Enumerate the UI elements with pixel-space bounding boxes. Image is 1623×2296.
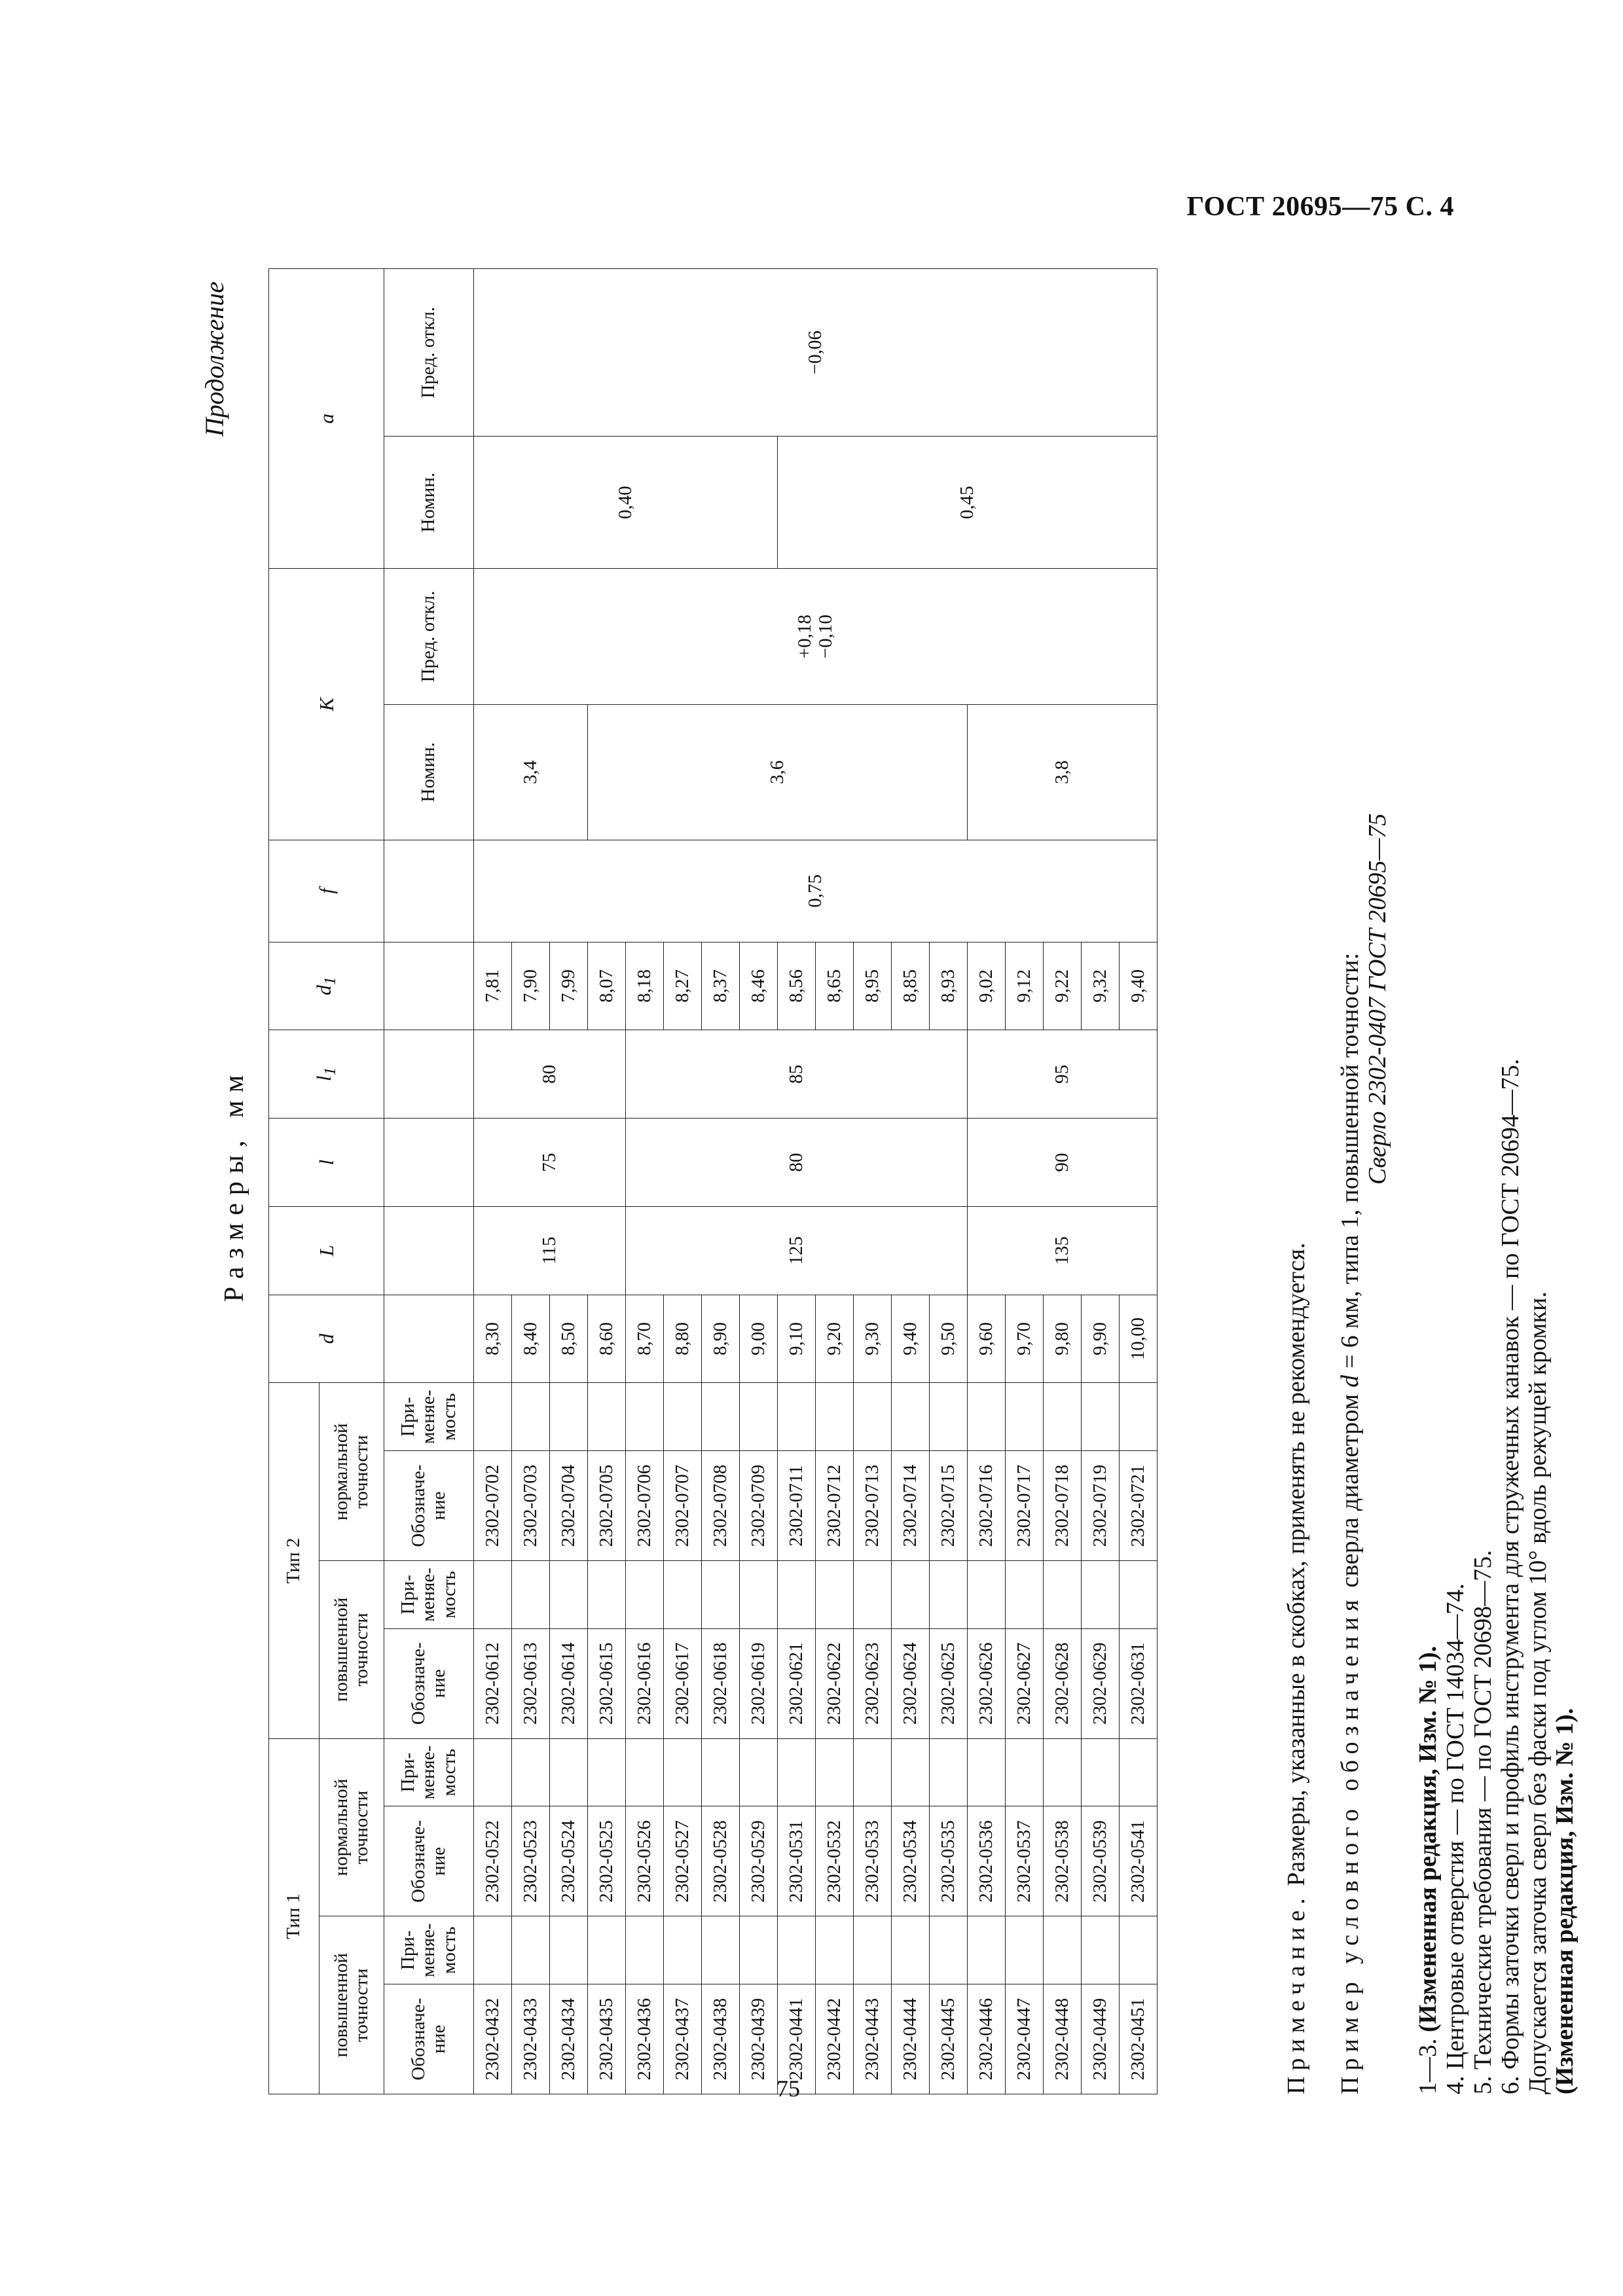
designation-cell: 2302-0719	[1082, 1451, 1120, 1561]
applicability-cell	[702, 1561, 740, 1629]
d1-cell: 9,32	[1082, 942, 1120, 1030]
designation-cell: 2302-0532	[816, 1806, 854, 1916]
applicability-cell	[816, 1738, 854, 1806]
applicability-cell	[1006, 1916, 1044, 1984]
designation-cell: 2302-0444	[892, 1984, 930, 2094]
applicability-cell	[550, 1561, 588, 1629]
applicability-cell	[1082, 1383, 1120, 1451]
applicability-cell	[664, 1738, 702, 1806]
note-item: 5. Технические требования — по ГОСТ 20698—75.	[1468, 1550, 1497, 2094]
designation-cell: 2302-0716	[968, 1451, 1006, 1561]
designation-cell: 2302-0703	[512, 1451, 550, 1561]
designation-cell: 2302-0438	[702, 1984, 740, 2094]
applicability-cell	[1120, 1738, 1158, 1806]
designation-cell: 2302-0524	[550, 1806, 588, 1916]
applicability-cell	[854, 1916, 892, 1984]
designation-cell: 2302-0704	[550, 1451, 588, 1561]
designation-header: Обозначе- ние	[384, 1628, 474, 1738]
applicability-cell	[968, 1383, 1006, 1451]
designation-cell: 2302-0624	[892, 1628, 930, 1738]
applicability-cell	[512, 1383, 550, 1451]
designation-cell: 2302-0616	[626, 1628, 664, 1738]
designation-cell: 2302-0534	[892, 1806, 930, 1916]
col-K: K	[269, 569, 384, 840]
d-cell: 9,00	[740, 1295, 778, 1383]
designation-cell: 2302-0529	[740, 1806, 778, 1916]
type2-header: Тип 2	[269, 1383, 319, 1738]
d-cell: 8,40	[512, 1295, 550, 1383]
designation-cell: 2302-0539	[1082, 1806, 1120, 1916]
a-nominal-cell: 0,40	[474, 437, 778, 569]
applicability-header: При- меняе- мость	[384, 1561, 474, 1629]
applicability-cell	[892, 1916, 930, 1984]
applicability-cell	[816, 1561, 854, 1629]
d-cell: 9,20	[816, 1295, 854, 1383]
table-row	[474, 269, 512, 2094]
designation-cell: 2302-0442	[816, 1984, 854, 2094]
table-body	[474, 269, 1158, 2094]
applicability-cell	[930, 1738, 968, 1806]
designation-cell: 2302-0538	[1044, 1806, 1082, 1916]
k-deviation-upper: +0,18	[794, 614, 816, 659]
applicability-cell	[1006, 1561, 1044, 1629]
applicability-cell	[474, 1738, 512, 1806]
designation-cell: 2302-0528	[702, 1806, 740, 1916]
designation-cell: 2302-0449	[1082, 1984, 1120, 2094]
designation-cell: 2302-0522	[474, 1806, 512, 1916]
col-l1: $l_1$	[269, 1030, 384, 1119]
applicability-cell	[474, 1561, 512, 1629]
applicability-cell	[550, 1383, 588, 1451]
designation-cell: 2302-0445	[930, 1984, 968, 2094]
note: Примечание. Размеры, указанные в скобках, применять не рекомендуется.	[1283, 1242, 1310, 2094]
designation-cell: 2302-0536	[968, 1806, 1006, 1916]
d1-cell: 7,99	[550, 942, 588, 1030]
l1-cell: 85	[626, 1030, 968, 1119]
applicability-cell	[930, 1561, 968, 1629]
applicability-header: При- меняе- мость	[384, 1383, 474, 1451]
designation-cell: 2302-0707	[664, 1451, 702, 1561]
designation-cell: 2302-0713	[854, 1451, 892, 1561]
designation-cell: 2302-0705	[588, 1451, 626, 1561]
k-deviation-lower: −0,10	[814, 614, 836, 659]
d1-cell: 8,37	[702, 942, 740, 1030]
applicability-cell	[626, 1738, 664, 1806]
k-deviation-header: Пред. откл.	[384, 569, 474, 704]
d1-cell: 8,18	[626, 942, 664, 1030]
applicability-cell	[664, 1916, 702, 1984]
designation-cell: 2302-0433	[512, 1984, 550, 2094]
applicability-cell	[550, 1916, 588, 1984]
designation-cell: 2302-0531	[778, 1806, 816, 1916]
designation-cell: 2302-0434	[550, 1984, 588, 2094]
note-item: (Измененная редакция, Изм. № 1).	[1551, 1708, 1579, 2094]
designation-cell: 2302-0535	[930, 1806, 968, 1916]
spacer	[384, 942, 474, 1030]
designation-cell: 2302-0541	[1120, 1806, 1158, 1916]
spacer	[384, 1030, 474, 1119]
designation-cell: 2302-0714	[892, 1451, 930, 1561]
d1-cell: 8,93	[930, 942, 968, 1030]
f-cell: 0,75	[474, 840, 1158, 942]
applicability-header: При- меняе- мость	[384, 1738, 474, 1806]
designation-cell: 2302-0527	[664, 1806, 702, 1916]
applicability-cell	[1006, 1383, 1044, 1451]
designation-cell: 2302-0451	[1120, 1984, 1158, 2094]
k-nominal-cell: 3,6	[588, 704, 968, 840]
applicability-cell	[664, 1383, 702, 1451]
continuation-label: Продолжение	[200, 281, 229, 437]
designation-cell: 2302-0441	[778, 1984, 816, 2094]
d-cell: 8,90	[702, 1295, 740, 1383]
designation-header: Обозначе- ние	[384, 1451, 474, 1561]
d1-cell: 8,95	[854, 942, 892, 1030]
d-cell: 9,80	[1044, 1295, 1082, 1383]
applicability-cell	[588, 1916, 626, 1984]
type1-header: Тип 1	[269, 1738, 319, 2094]
type1-high-header: повышенной точности	[319, 1916, 384, 2094]
designation-cell: 2302-0715	[930, 1451, 968, 1561]
applicability-cell	[740, 1561, 778, 1629]
designation-cell: 2302-0525	[588, 1806, 626, 1916]
applicability-cell	[512, 1916, 550, 1984]
applicability-cell	[1044, 1916, 1082, 1984]
l1-cell: 95	[968, 1030, 1158, 1119]
applicability-cell	[588, 1738, 626, 1806]
spacer	[384, 1295, 474, 1383]
applicability-cell	[930, 1383, 968, 1451]
d1-cell: 9,22	[1044, 942, 1082, 1030]
designation-cell: 2302-0621	[778, 1628, 816, 1738]
applicability-cell	[968, 1561, 1006, 1629]
designation-cell: 2302-0626	[968, 1628, 1006, 1738]
applicability-cell	[1044, 1383, 1082, 1451]
designation-cell: 2302-0627	[1006, 1628, 1044, 1738]
col-l: l	[269, 1119, 384, 1207]
applicability-cell	[778, 1738, 816, 1806]
designation-cell: 2302-0443	[854, 1984, 892, 2094]
k-deviation-cell	[474, 569, 1158, 704]
applicability-cell	[740, 1738, 778, 1806]
d-cell: 9,90	[1082, 1295, 1120, 1383]
applicability-cell	[702, 1738, 740, 1806]
applicability-cell	[1082, 1561, 1120, 1629]
type2-normal-header: нормальной точности	[319, 1383, 384, 1561]
col-f: f	[269, 840, 384, 942]
designation-cell: 2302-0623	[854, 1628, 892, 1738]
l1-cell: 80	[474, 1030, 626, 1119]
designation-cell: 2302-0709	[740, 1451, 778, 1561]
d1-cell: 8,46	[740, 942, 778, 1030]
applicability-cell	[1044, 1561, 1082, 1629]
d-cell: 9,40	[892, 1295, 930, 1383]
type2-high-header: повышенной точности	[319, 1561, 384, 1739]
designation-cell: 2302-0447	[1006, 1984, 1044, 2094]
l-cell: 90	[968, 1119, 1158, 1207]
applicability-cell	[1120, 1916, 1158, 1984]
designation-cell: 2302-0718	[1044, 1451, 1082, 1561]
applicability-cell	[626, 1561, 664, 1629]
designation-cell: 2302-0711	[778, 1451, 816, 1561]
designation-cell: 2302-0435	[588, 1984, 626, 2094]
type1-normal-header: нормальной точности	[319, 1738, 384, 1916]
applicability-cell	[588, 1383, 626, 1451]
designation-cell: 2302-0631	[1120, 1628, 1158, 1738]
drill-table	[268, 268, 1158, 2094]
d-cell: 8,60	[588, 1295, 626, 1383]
d1-cell: 8,07	[588, 942, 626, 1030]
col-d: d	[269, 1295, 384, 1383]
designation-cell: 2302-0702	[474, 1451, 512, 1561]
k-nominal-cell: 3,8	[968, 704, 1158, 840]
applicability-cell	[626, 1383, 664, 1451]
applicability-cell	[740, 1383, 778, 1451]
designation-cell: 2302-0717	[1006, 1451, 1044, 1561]
d1-cell: 8,65	[816, 942, 854, 1030]
notes-block	[1283, 295, 1579, 2094]
designation-cell: 2302-0537	[1006, 1806, 1044, 1916]
note-item: 4. Центровые отверстия — по ГОСТ 14034—74.	[1442, 1583, 1470, 2094]
spacer	[384, 1206, 474, 1295]
a-deviation-header: Пред. откл.	[384, 269, 474, 437]
note-item: Допускается заточка сверл без фаски под углом 10° вдоль режущей кромки.	[1523, 1291, 1552, 2094]
applicability-cell	[778, 1561, 816, 1629]
d1-cell: 9,02	[968, 942, 1006, 1030]
designation-cell: 2302-0526	[626, 1806, 664, 1916]
d-cell: 10,00	[1120, 1295, 1158, 1383]
applicability-cell	[550, 1738, 588, 1806]
designation-cell: 2302-0523	[512, 1806, 550, 1916]
designation-cell: 2302-0437	[664, 1984, 702, 2094]
l-cell: 80	[626, 1119, 968, 1207]
d1-cell: 8,27	[664, 942, 702, 1030]
designation-cell: 2302-0615	[588, 1628, 626, 1738]
d-cell: 9,50	[930, 1295, 968, 1383]
applicability-cell	[854, 1561, 892, 1629]
designation-header: Обозначе- ние	[384, 1806, 474, 1916]
designation-cell: 2302-0617	[664, 1628, 702, 1738]
applicability-cell	[664, 1561, 702, 1629]
a-nominal-cell: 0,45	[778, 437, 1158, 569]
designation-cell: 2302-0618	[702, 1628, 740, 1738]
l-cell: 75	[474, 1119, 626, 1207]
designation-cell: 2302-0628	[1044, 1628, 1082, 1738]
applicability-cell	[740, 1916, 778, 1984]
sizes-caption: Размеры, мм	[219, 1067, 249, 1302]
col-L: L	[269, 1206, 384, 1295]
applicability-cell	[854, 1383, 892, 1451]
applicability-cell	[1006, 1738, 1044, 1806]
d1-cell: 9,12	[1006, 942, 1044, 1030]
applicability-cell	[816, 1916, 854, 1984]
designation-cell: 2302-0533	[854, 1806, 892, 1916]
d-cell: 9,10	[778, 1295, 816, 1383]
note-item: 6. Формы заточки сверл и профиль инструмента для стружечных канавок — по ГОСТ 20694—75.	[1496, 1058, 1524, 2094]
rotated-content	[196, 236, 1623, 2134]
applicability-cell	[1120, 1561, 1158, 1629]
designation-cell: 2302-0432	[474, 1984, 512, 2094]
designation-header: Обозначе- ние	[384, 1984, 474, 2094]
designation-cell: 2302-0612	[474, 1628, 512, 1738]
d-cell: 9,70	[1006, 1295, 1044, 1383]
applicability-cell	[1044, 1738, 1082, 1806]
applicability-cell	[626, 1916, 664, 1984]
d1-cell: 8,56	[778, 942, 816, 1030]
applicability-cell	[702, 1916, 740, 1984]
spacer	[384, 1119, 474, 1207]
col-d1: $d_1$	[269, 942, 384, 1030]
applicability-cell	[474, 1916, 512, 1984]
note-item: 1—3. (Измененная редакция, Изм. № 1).	[1414, 1645, 1442, 2094]
designation-cell: 2302-0439	[740, 1984, 778, 2094]
designation-cell: 2302-0625	[930, 1628, 968, 1738]
designation-cell: 2302-0721	[1120, 1451, 1158, 1561]
applicability-cell	[512, 1738, 550, 1806]
designation-cell: 2302-0446	[968, 1984, 1006, 2094]
designation-cell: 2302-0629	[1082, 1628, 1120, 1738]
L-cell: 125	[626, 1206, 968, 1295]
d-cell: 8,30	[474, 1295, 512, 1383]
a-deviation-cell: −0,06	[474, 269, 1158, 437]
designation-cell: 2302-0448	[1044, 1984, 1082, 2094]
designation-cell: 2302-0436	[626, 1984, 664, 2094]
k-nominal-cell: 3,4	[474, 704, 588, 840]
d1-cell: 9,40	[1120, 942, 1158, 1030]
designation-cell: 2302-0706	[626, 1451, 664, 1561]
applicability-cell	[778, 1916, 816, 1984]
designation-example: Пример условного обозначения сверла диаметром d = 6 мм, типа 1, повышенной точности:	[1336, 952, 1364, 2094]
document-header: ГОСТ 20695—75 С. 4	[1186, 192, 1454, 222]
d-cell: 9,30	[854, 1295, 892, 1383]
d-cell: 8,70	[626, 1295, 664, 1383]
a-nominal-header: Номин.	[384, 437, 474, 569]
L-cell: 115	[474, 1206, 626, 1295]
applicability-cell	[1120, 1383, 1158, 1451]
applicability-cell	[892, 1561, 930, 1629]
d-cell: 8,80	[664, 1295, 702, 1383]
applicability-cell	[778, 1383, 816, 1451]
designation-cell: 2302-0712	[816, 1451, 854, 1561]
applicability-cell	[1082, 1916, 1120, 1984]
spacer	[384, 840, 474, 942]
applicability-cell	[968, 1916, 1006, 1984]
designation-cell: 2302-0619	[740, 1628, 778, 1738]
designation-cell: 2302-0708	[702, 1451, 740, 1561]
d1-cell: 8,85	[892, 942, 930, 1030]
applicability-cell	[702, 1383, 740, 1451]
applicability-cell	[968, 1738, 1006, 1806]
d-cell: 9,60	[968, 1295, 1006, 1383]
applicability-cell	[854, 1738, 892, 1806]
applicability-cell	[892, 1738, 930, 1806]
applicability-cell	[892, 1383, 930, 1451]
d1-cell: 7,90	[512, 942, 550, 1030]
applicability-cell	[588, 1561, 626, 1629]
applicability-cell	[930, 1916, 968, 1984]
applicability-cell	[1082, 1738, 1120, 1806]
d-cell: 8,50	[550, 1295, 588, 1383]
applicability-cell	[474, 1383, 512, 1451]
applicability-cell	[816, 1383, 854, 1451]
applicability-header: При- меняе- мость	[384, 1916, 474, 1984]
k-nominal-header: Номин.	[384, 704, 474, 840]
d1-cell: 7,81	[474, 942, 512, 1030]
designation-cell: 2302-0613	[512, 1628, 550, 1738]
designation-example-value: Сверло 2302-0407 ГОСТ 20695—75	[1363, 813, 1391, 1185]
L-cell: 135	[968, 1206, 1158, 1295]
page-number: 75	[776, 2075, 800, 2102]
applicability-cell	[512, 1561, 550, 1629]
designation-cell: 2302-0622	[816, 1628, 854, 1738]
col-a: a	[269, 269, 384, 569]
designation-cell: 2302-0614	[550, 1628, 588, 1738]
